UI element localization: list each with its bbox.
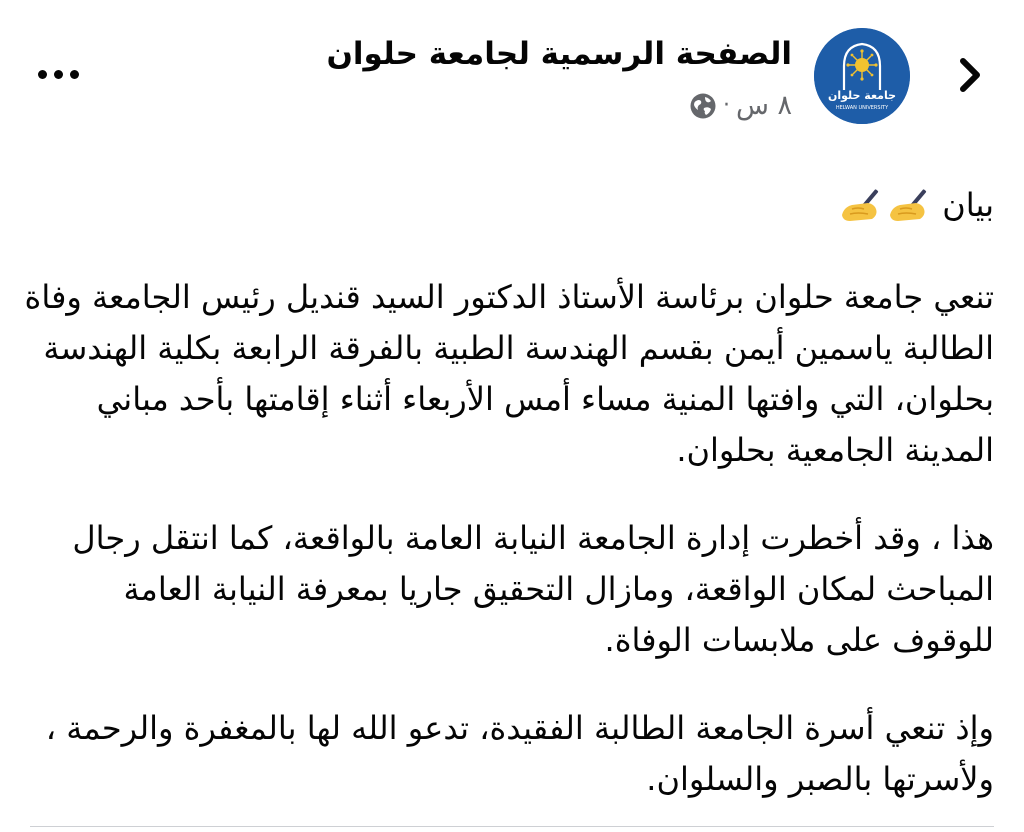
more-options-button[interactable]	[28, 52, 88, 96]
svg-text:جامعة حلوان: جامعة حلوان	[827, 89, 897, 102]
more-dot	[54, 70, 63, 79]
post-divider	[30, 826, 994, 827]
writing-hand-emoji	[838, 185, 884, 225]
chevron-right-icon	[955, 55, 985, 95]
helwan-university-logo	[814, 28, 910, 124]
post-paragraph: هذا ، وقد أخطرت إدارة الجامعة النيابة العامة بالواقعة، كما انتقل رجال المباحث لمكان الواقعة، ومازال التحقيق جاريا بمعرفة النيابة العامة للوقوف على ملابسات الوفاة.	[72, 519, 994, 659]
post-body	[19, 175, 994, 805]
post-paragraph: تنعي جامعة حلوان برئاسة الأستاذ الدكتور السيد قنديل رئيس الجامعة وفاة الطالبة ياسمين أيمن بقسم الهندسة الطبية بالفرقة الرابعة بكلية الهندسة بحلوان، التي وافتها المنية مساء أمس الأربعاء أثناء إقامتها بأحد مباني المدينة الجامعية بحلوان.	[24, 278, 994, 469]
post-title-line	[19, 175, 994, 235]
more-dot	[70, 70, 79, 79]
page-name[interactable]: الصفحة الرسمية لجامعة حلوان	[326, 36, 792, 72]
more-dot	[38, 70, 47, 79]
post-paragraph: وإذ تنعي أسرة الجامعة الطالبة الفقيدة، تدعو الله لها بالمغفرة والرحمة ، ولأسرتها بالصبر والسلوان.	[45, 709, 994, 798]
meta-separator: ·	[722, 93, 730, 118]
globe-icon[interactable]	[689, 92, 717, 120]
post-time[interactable]: ٨ س	[735, 90, 792, 121]
post-meta	[689, 90, 792, 121]
emoji-row	[838, 185, 932, 225]
post-header	[0, 0, 1024, 150]
post-title: بيان	[942, 185, 994, 224]
page-avatar[interactable]	[814, 28, 910, 124]
back-button[interactable]	[945, 50, 995, 100]
writing-hand-emoji	[886, 185, 932, 225]
svg-text:HELWAN UNIVERSITY: HELWAN UNIVERSITY	[835, 105, 889, 111]
